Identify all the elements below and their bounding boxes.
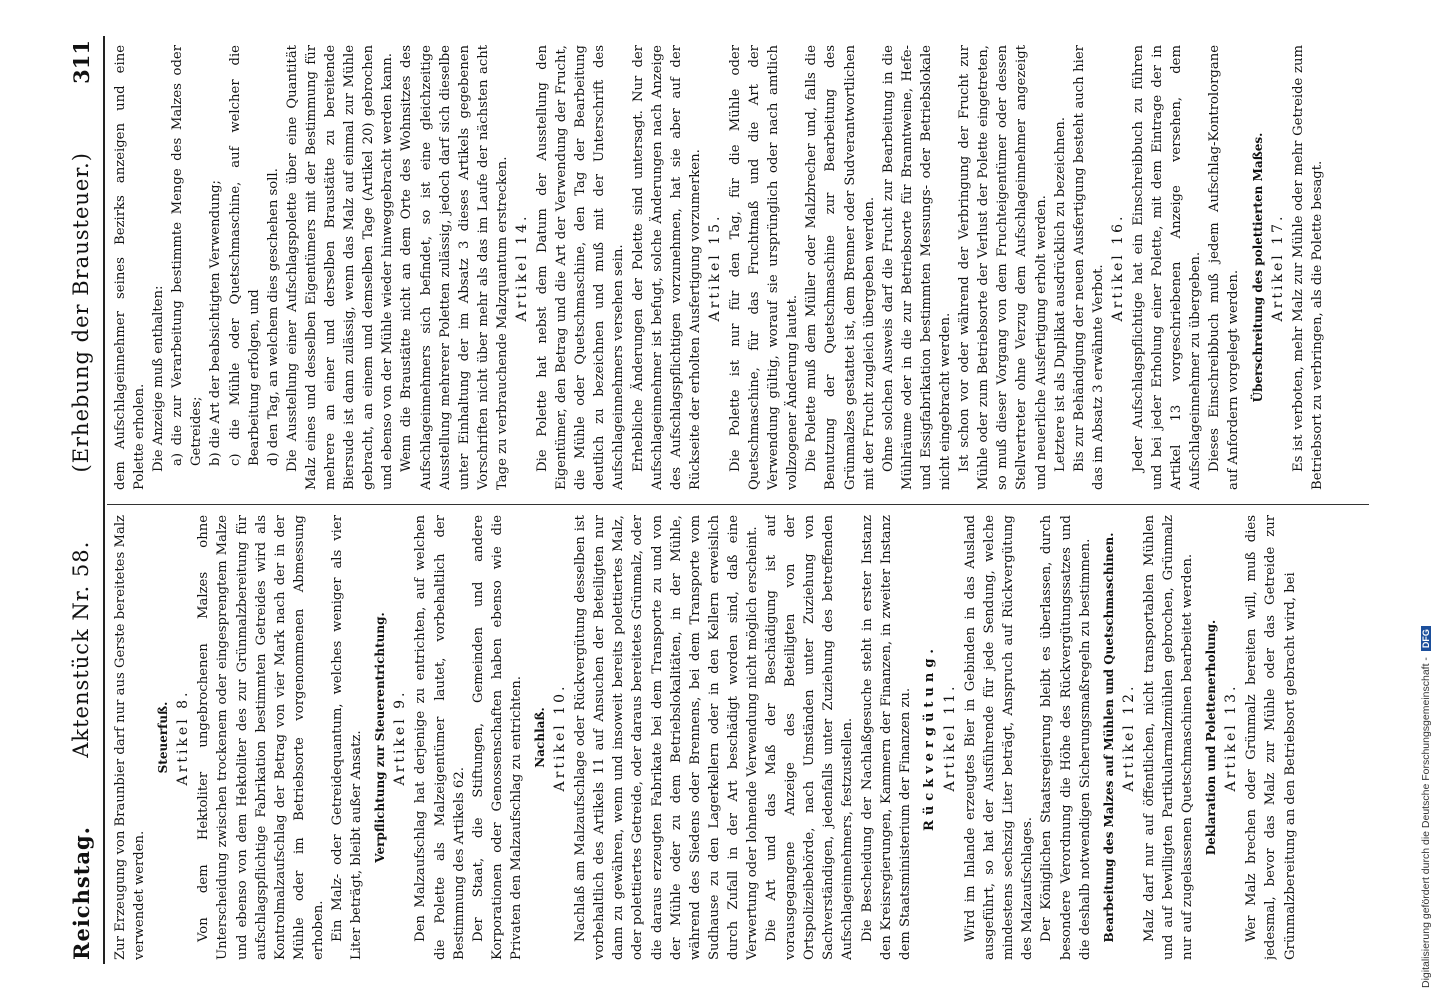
section-heading: Verpflichtung zur Steuerentrichtung. (373, 612, 388, 863)
paragraph: Der Staat, die Stiftungen, Gemeinden und andere Korporationen oder Genossenschaften haben ebenso wie die Privaten den Malzaufschlag zu entrichten. (470, 515, 524, 960)
article-heading: Artikel 12. (1120, 683, 1137, 792)
article-heading: Artikel 16. (1109, 213, 1126, 322)
paragraph: Der Königlichen Staatsregierung bleibt es überlassen, durch besondere Verordnung die Höhe des Rückvergütungssatzes und die deshalb notwendigen Sicherungsmaßregeln zu bestimmen. (1039, 515, 1093, 960)
list-item: b) die Art der beabsichtigten Verwendung; (208, 180, 224, 466)
list-item: d) den Tag, an welchem dies geschehen soll. (265, 168, 281, 466)
article-heading: Artikel 10. (552, 683, 569, 792)
paragraph: Den Malzaufschlag hat derjenige zu entrichten, auf welchen die Polette als Malzeigentümer lautet, vorbehaltlich der Bestimmung des Artikels 62. (413, 515, 467, 960)
paragraph: Ohne solchen Ausweis darf die Frucht zur Bearbeitung in die Mühlräume oder in die zur Betriebsorte für Branntweine, Hefe- und Essigfabrikation bestimmten Messungs- oder Betriebslokale nicht eingebracht werden. (880, 45, 954, 490)
document-page (51, 20, 1381, 980)
paragraph: Ein Malz- oder Getreidequantum, welches weniger als vier Liter beträgt, bleibt außer Ansatz. (330, 515, 365, 960)
article-heading: Artikel 11. (941, 683, 958, 792)
enumerated-list (168, 45, 283, 490)
article-heading: Artikel 8. (175, 689, 192, 786)
paragraph: Die Anzeige muß enthalten: (151, 285, 167, 472)
paragraph: Wer Malz brechen oder Grünmalz bereiten will, muß dies jedesmal, bevor das Malz zur Mühle oder das Getreide zur Grünmalzbereitung an den Betriebsort gebracht wird, bei (1244, 515, 1298, 960)
header-stueck: Aktenstück Nr. 58. (69, 540, 93, 758)
paragraph: Letztere ist als Duplikat ausdrücklich zu bezeichnen. (1052, 117, 1068, 472)
page-header (61, 40, 101, 960)
paragraph: Zur Erzeugung von Braunbier darf nur aus Gerste bereitetes Malz verwendet werden. (113, 515, 148, 960)
list-item: c) die Mühle oder Quetschmaschine, auf welcher die Bearbeitung erfolgen, und (227, 45, 262, 466)
article-heading: Artikel 9. (392, 689, 409, 786)
paragraph: Ist schon vor oder während der Verbringung der Frucht zur Mühle oder zum Betriebsorte der Verlust der Polette eingetreten, so muß dieser Vorgang von dem Fruchteigentümer oder dessen Stellvertreter ohne Verzug dem Aufschlageinnehmer angezeigt und neuerliche Ausfertigung erholt werden. (957, 45, 1049, 490)
article-heading: Artikel 17. (1269, 213, 1286, 322)
paragraph: Die Ausstellung einer Aufschlagspolette über eine Quantität Malz eines und desselben Eigentümers mit der Bestimmung für mehrere an einer und derselben Braustätte zu bereitende Biersude ist dann zulässig, wenn das Malz auf einmal zur Mühle gebracht, an einem und demselben Tage (Artikel 20) gebrochen und ebenso von der Mühle wieder hinweggebracht werden kann. (284, 45, 396, 490)
article-heading: Artikel 14. (513, 213, 530, 322)
left-column (111, 515, 1361, 960)
paragraph: dem Aufschlageinnehmer seines Bezirks anzeigen und eine Polette erholen. (113, 45, 148, 490)
dfg-logo: DFG (1421, 626, 1431, 651)
paragraph: Es ist verboten, mehr Malz zur Mühle oder mehr Getreide zum Betriebsort zu verbringen, als die Polette besagt. (1290, 45, 1325, 490)
paragraph: Erhebliche Änderungen der Polette sind untersagt. Nur der Aufschlageinnehmer ist befugt, solche Änderungen nach Anzeige des Aufschlagspflichtigen vorzunehmen, hat sie aber auf der Rückseite der erholten Ausfertigung vorzumerken. (630, 45, 703, 490)
paragraph: Wenn die Braustätte nicht an dem Orte des Wohnsitzes des Aufschlageinnehmers sich befindet, so ist eine gleichzeitige Ausstellung mehrerer Poletten zulässig, jedoch darf sich dieselbe unter Einhaltung der im Absatz 3 dieses Artikels gegebenen Vorschriften nicht über mehr als das im Laufe der nächsten acht Tage zu verbrauchende Malzquantum erstrecken. (399, 45, 510, 490)
paragraph: Von dem Hektoliter ungebrochenen Malzes ohne Unterscheidung zwischen trockenem oder eingesprengtem Malze und ebenso von dem Hektoliter des zur Grünmalzbereitung für aufschlagspflichtige Fabrikation bestimmten Getreides wird als Kontrolmalzaufschlag der Betrag von vier Mark nach der in der Mühle oder im Betriebsorte vorgenommenen Abmessung erhoben. (196, 515, 326, 960)
article-heading: Artikel 13. (1223, 683, 1240, 792)
paragraph: Die Bescheidung der Nachlaßgesuche steht in erster Instanz den Kreisregierungen, Kammern der Finanzen, in zweiter Instanz dem Staatsministerium der Finanzen zu. (859, 515, 913, 960)
column-divider (107, 504, 1369, 505)
paragraph: Jeder Aufschlagspflichtige hat ein Einschreibbuch zu führen und bei jeder Erholung einer Polette, mit dem Eintrage der in Artikel 13 vorgeschriebenen Anzeige versehen, dem Aufschlageinnehmer zu übergeben. (1130, 45, 1204, 490)
paragraph: Die Polette ist nur für den Tag, für die Mühle oder Quetschmaschine, für das Fruchtmaß und die Art der Verwendung gültig, worauf sie ursprünglich oder nach amtlich vollzogener Änderung lautet. (728, 45, 801, 490)
paragraph: Malz darf nur auf öffentlichen, nicht transportablen Mühlen und auf bewilligten Partikularmalzmühlen gebrochen, Grünmalz nur auf zugelassenen Quetschmaschinen bearbeitet werden. (1141, 515, 1196, 960)
list-item: a) die zur Verarbeitung bestimmte Menge des Malzes oder Getreides; (170, 45, 205, 466)
header-subject: (Erhebung der Brausteuer.) (69, 152, 93, 473)
paragraph: Dieses Einschreibbuch muß jedem Aufschlag-Kontrolorgane auf Anfordern vorgelegt werden. (1207, 45, 1242, 490)
paragraph: Nachlaß am Malzaufschlage oder Rückvergütung desselben ist vorbehaltlich des Artikels 11 auf Ansuchen der Beteiligten nur dann zu gewähren, wenn und insoweit bereits polettiertes Malz, oder polettiertes Getreide, oder daraus bereitetes Grünmalz, oder die daraus erzeugten Fabrikate bei dem Transporte zu und von der Mühle oder zu dem Betriebslokalitäten, in der Mühle, während des Siedens oder Brennens, bei dem Transporte vom Sudhause zu den Lagerkellern oder in den Kellern erweislich durch Zufall in der Art beschädigt worden sind, daß eine Verwertung oder lohnende Verwendung nicht möglich erscheint. (573, 515, 760, 960)
section-heading: Rückvergütung. (921, 644, 937, 831)
section-heading: Deklaration und Polettenerholung. (1204, 619, 1219, 856)
header-rule (103, 36, 105, 964)
article-heading: Artikel 15. (706, 213, 723, 322)
paragraph: Die Polette hat nebst dem Datum der Ausstellung den Eigentümer, den Betrag und die Art der Verwendung der Frucht, die Mühle oder Quetschmaschine, den Tag der Bearbeitung deutlich zu bezeichnen und muß mit der Unterschrift des Aufschlageinnehmers versehen sein. (535, 45, 627, 490)
digitization-credit (1420, 626, 1432, 988)
right-column (111, 45, 1361, 490)
paragraph: Die Polette muß dem Müller oder Malzbrecher und, falls die Benutzung der Quetschmaschine zur Bearbeitung des Grünmalzes gestattet ist, dem Brenner oder Sudverantwortlichen mit der Frucht zugleich übergeben werden. (804, 45, 877, 490)
section-heading: Überschreitung des polettierten Maßes. (1250, 132, 1265, 403)
page-number: 311 (68, 40, 94, 84)
section-heading: Nachlaß. (532, 707, 547, 768)
digitization-credit-text: Digitalisierung gefördert durch die Deutsche Forschungsgemeinschaft - (1420, 657, 1432, 988)
section-heading: Steuerfuß. (156, 701, 171, 774)
paragraph: Wird im Inlande erzeugtes Bier in Gebinden in das Ausland ausgeführt, so hat der Ausführende für jede Sendung, welche mindestens sechszig Liter beträgt, Anspruch auf Rückvergütung des Malzaufschlages. (963, 515, 1036, 960)
header-title: Reichstag. (68, 826, 94, 960)
section-heading: Bearbeitung des Malzes auf Mühlen und Quetschmaschinen. (1101, 532, 1116, 943)
paragraph: Bis zur Behändigung der neuen Ausfertigung besteht auch hier das im Absatz 3 erwähnte Verbot. (1071, 45, 1106, 490)
paragraph: Die Art und das Maß der Beschädigung ist auf vorausgegangene Anzeige des Beteiligten von der Ortspolizeibehörde, nach Umständen unter Zuziehung von Sachverständigen, jedenfalls unter Zuziehung des betreffenden Aufschlageinnehmers, festzustellen. (764, 515, 856, 960)
